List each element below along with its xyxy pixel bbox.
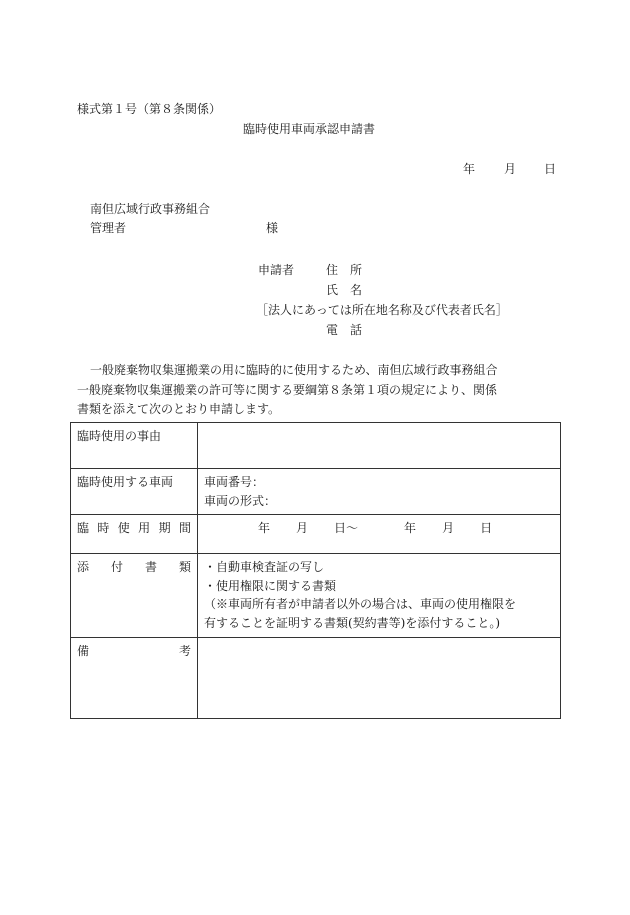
- period-start-month: 月: [296, 521, 309, 536]
- table-row-period: [71, 515, 561, 554]
- period-start-day: 日～: [334, 521, 359, 536]
- vehicle-type-label: 車両の形式：: [204, 493, 277, 508]
- applicant-corp-note: ［法人にあっては所在地名称及び代表者氏名］: [256, 303, 508, 317]
- form-number: 様式第１号（第８条関係）: [77, 102, 222, 116]
- period-end-month: 月: [442, 521, 455, 536]
- vehicle-label: 臨時使用する車両: [71, 469, 198, 515]
- remarks-field[interactable]: [198, 637, 561, 718]
- period-end-year: 年: [404, 521, 417, 536]
- applicant-label: 申請者: [258, 263, 295, 277]
- attachment-note: （※車両所有者が申請者以外の場合は、車両の使用権限を: [204, 597, 517, 612]
- remarks-label: 備 考: [71, 637, 198, 718]
- addressee-org: 南但広域行政事務組合: [90, 202, 211, 216]
- body-text-line2: 一般廃棄物収集運搬業の許可等に関する要綱第８条第１項の規定により、関係: [77, 383, 498, 397]
- attachment-item: ・使用権限に関する書類: [204, 578, 337, 593]
- table-row-remarks: [71, 637, 561, 718]
- attachments-field: [198, 554, 561, 637]
- table-row-vehicle: [71, 469, 561, 515]
- addressee-honorific: 様: [266, 221, 279, 235]
- application-table: [70, 422, 561, 719]
- reason-label: 臨時使用の事由: [71, 423, 198, 469]
- date-day: 日: [544, 162, 557, 176]
- body-text-line3: 書類を添えて次のとおり申請します。: [77, 402, 281, 416]
- period-start-year: 年: [258, 521, 271, 536]
- vehicle-number-label: 車両番号：: [204, 475, 265, 489]
- attachment-item: ・自動車検査証の写し: [204, 560, 325, 575]
- vehicle-field[interactable]: [198, 469, 561, 515]
- date-month: 月: [504, 162, 517, 176]
- table-row-attachments: [71, 554, 561, 637]
- period-field[interactable]: [198, 515, 561, 554]
- table-row-reason: [71, 423, 561, 469]
- body-text-line1: 一般廃棄物収集運搬業の用に臨時的に使用するため、南但広域行政事務組合: [90, 363, 498, 377]
- period-label: 臨 時 使 用 期 間: [71, 515, 198, 554]
- document-title: 臨時使用車両承認申請書: [243, 122, 376, 136]
- period-end-day: 日: [480, 521, 493, 536]
- date-year: 年: [463, 162, 476, 176]
- addressee-manager: 管理者: [90, 221, 127, 235]
- reason-field[interactable]: [198, 423, 561, 469]
- applicant-address-label: 住 所: [326, 263, 363, 277]
- attachment-note: 有することを証明する書類(契約書等)を添付すること。): [204, 615, 501, 630]
- attachments-label: 添 付 書 類: [71, 554, 198, 637]
- applicant-phone-label: 電 話: [326, 323, 363, 337]
- applicant-name-label: 氏 名: [326, 283, 363, 297]
